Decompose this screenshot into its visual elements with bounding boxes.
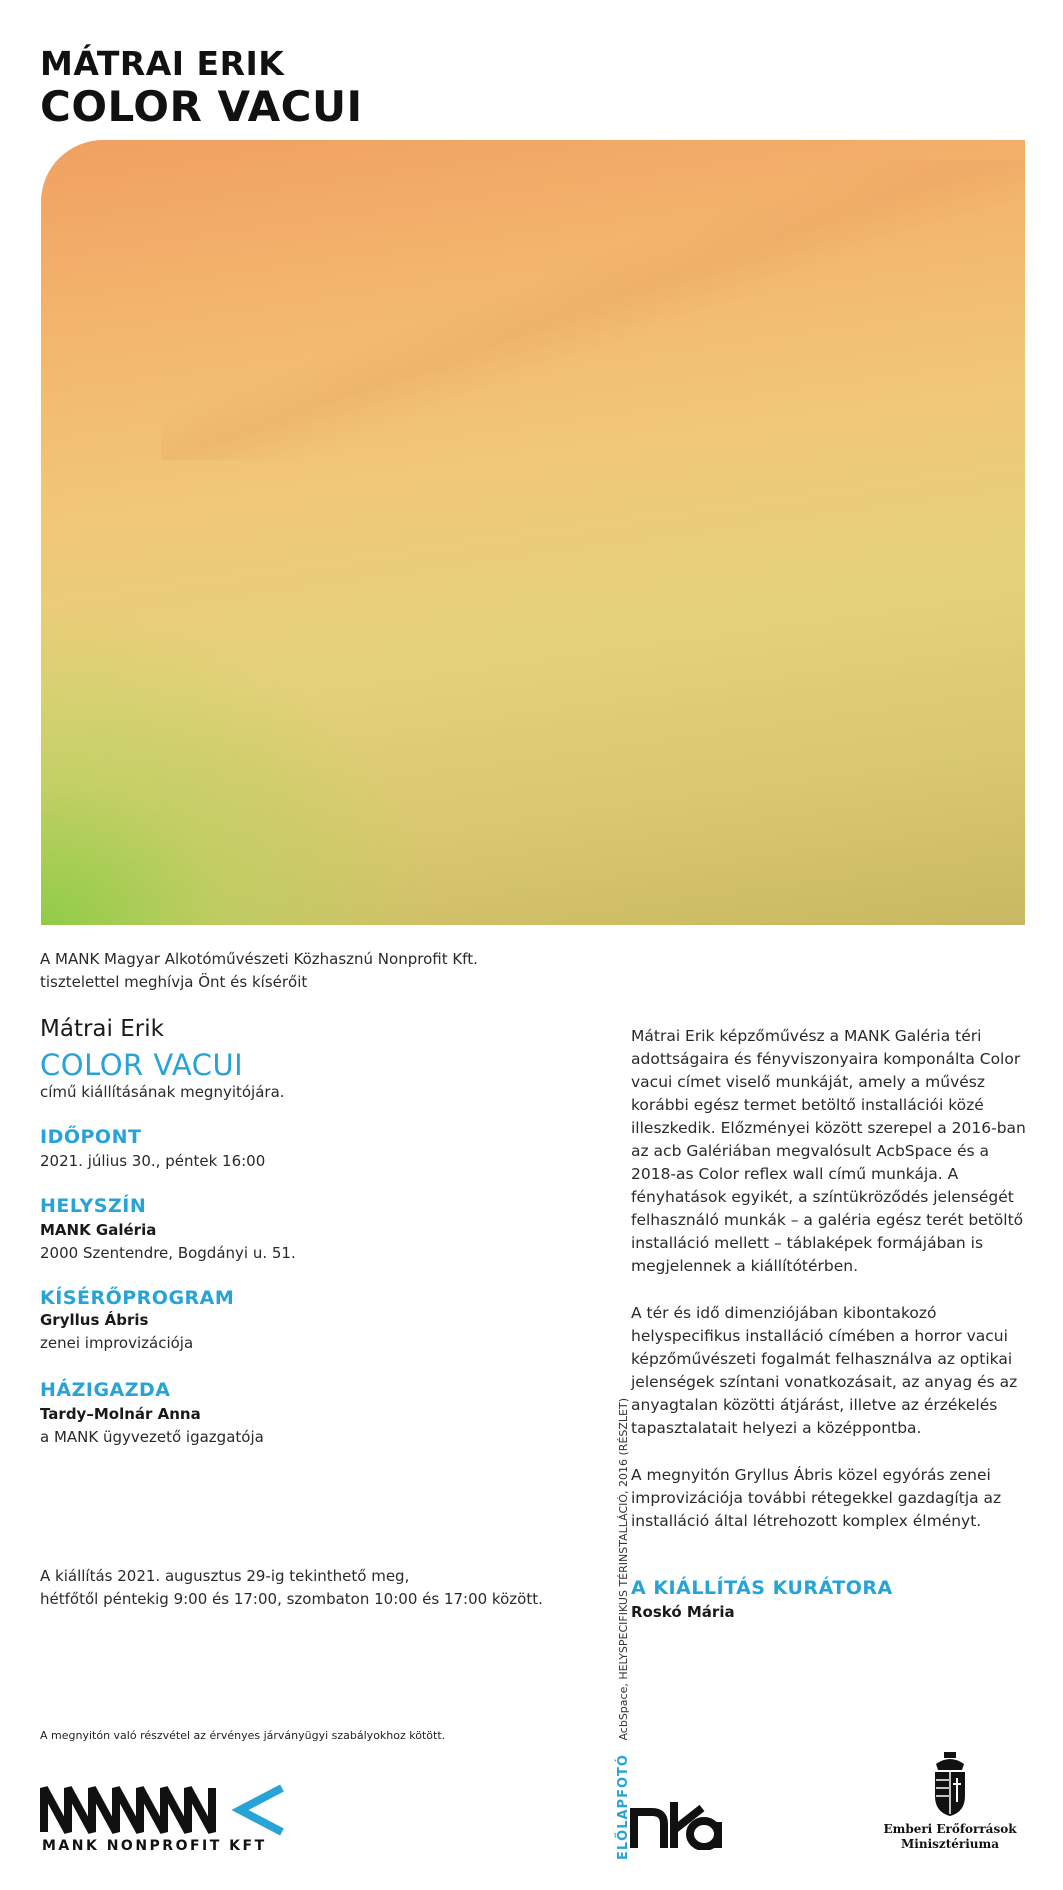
exhibition-title: COLOR VACUI <box>40 1048 244 1082</box>
program-desc: zenei improvizációja <box>40 1334 194 1352</box>
photo-credit-label: ELŐLAPFOTÓ <box>616 1754 631 1860</box>
emmi-line-2: Minisztériuma <box>901 1837 999 1851</box>
curator-block <box>631 1577 893 1624</box>
nka-logo <box>630 1798 725 1854</box>
curator-heading: A KIÁLLÍTÁS KURÁTORA <box>631 1577 893 1599</box>
section-time <box>40 1126 265 1173</box>
mank-subtitle: MANK NONPROFIT KFT <box>42 1838 267 1854</box>
opening-hours-line-2: hétfőtől péntekig 9:00 és 17:00, szombaton 10:00 és 17:00 között. <box>40 1590 543 1608</box>
venue-address: 2000 Szentendre, Bogdányi u. 51. <box>40 1244 296 1262</box>
section-time-heading: IDŐPONT <box>40 1126 142 1148</box>
exhibition-artist: Mátrai Erik <box>40 1016 164 1042</box>
emmi-logo-text <box>875 1822 1025 1852</box>
program-name: Gryllus Ábris <box>40 1311 149 1329</box>
section-host-heading: HÁZIGAZDA <box>40 1379 171 1401</box>
header-title: COLOR VACUI <box>40 82 363 131</box>
hero-image <box>41 140 1025 925</box>
coat-of-arms-icon <box>930 1752 970 1822</box>
mank-logo-mark <box>40 1782 290 1836</box>
photo-credit <box>616 1398 631 1860</box>
section-program-heading: KÍSÉRŐPROGRAM <box>40 1287 235 1309</box>
mank-logo <box>40 1782 290 1840</box>
photo-credit-text: AcbSpace, HELYSPECIFIKUS TÉRINSTALLÁCIÓ, 2016 (RÉSZLET) <box>617 1397 630 1741</box>
description-paragraph-3: A megnyitón Gryllus Ábris közel egyórás zenei improvizációja további rétegekkel gazdagítja az installáció által létrehozott komplex élményt. <box>631 1466 1002 1530</box>
opening-hours <box>40 1565 543 1611</box>
host-name: Tardy–Molnár Anna <box>40 1405 201 1423</box>
intro-line-1: A MANK Magyar Alkotóművészeti Közhasznú Nonprofit Kft. <box>40 950 478 968</box>
covid-notice: A megnyitón való részvétel az érvényes járványügyi szabályokhoz kötött. <box>40 1729 446 1742</box>
section-venue-heading: HELYSZÍN <box>40 1195 147 1217</box>
opening-hours-line-1: A kiállítás 2021. augusztus 29-ig tekinthető meg, <box>40 1567 410 1585</box>
curator-name: Roskó Mária <box>631 1603 735 1621</box>
section-program <box>40 1287 234 1355</box>
intro-line-2: tisztelettel meghívja Önt és kísérőit <box>40 973 308 991</box>
header-artist: MÁTRAI ERIK <box>40 44 285 83</box>
section-time-value: 2021. július 30., péntek 16:00 <box>40 1152 266 1170</box>
exhibition-subtitle: című kiállításának megnyitójára. <box>40 1083 285 1101</box>
host-desc: a MANK ügyvezető igazgatója <box>40 1428 264 1446</box>
exhibition-description <box>631 1025 1026 1557</box>
section-venue <box>40 1195 296 1265</box>
venue-name: MANK Galéria <box>40 1221 157 1239</box>
description-paragraph-2: A tér és idő dimenziójában kibontakozó helyspecifikus installáció címében a horror vacui képzőművészeti fogalmát felhasználva az optikai jelenségek színtani vonatkozásait, az anyag és az anyagtalan közötti átjárást, illetve az érzékelés tapasztalatait helyezi a középpontba. <box>631 1304 1018 1437</box>
nka-logo-mark <box>630 1798 725 1850</box>
invitation-intro <box>40 948 478 994</box>
description-paragraph-1: Mátrai Erik képzőművész a MANK Galéria téri adottságaira és fényviszonyaira komponálta Color vacui címet viselő munkáját, amely a művész korábbi egész termet betöltő installációi közé illeszkedik. Előzményei között szerepel a 2016-ban az acb Galériában megvalósult AcbSpace és a 2018-as Color reflex wall című munkája. A fényhatások egyikét, a színtükröződés jelenségét felhasználó munkák – a galéria egész terét betöltő installáció mellett – táblaképek formájában is megjelennek a kiállítótérben. <box>631 1027 1026 1275</box>
section-host <box>40 1379 264 1449</box>
emmi-line-1: Emberi Erőforrások <box>883 1822 1017 1836</box>
